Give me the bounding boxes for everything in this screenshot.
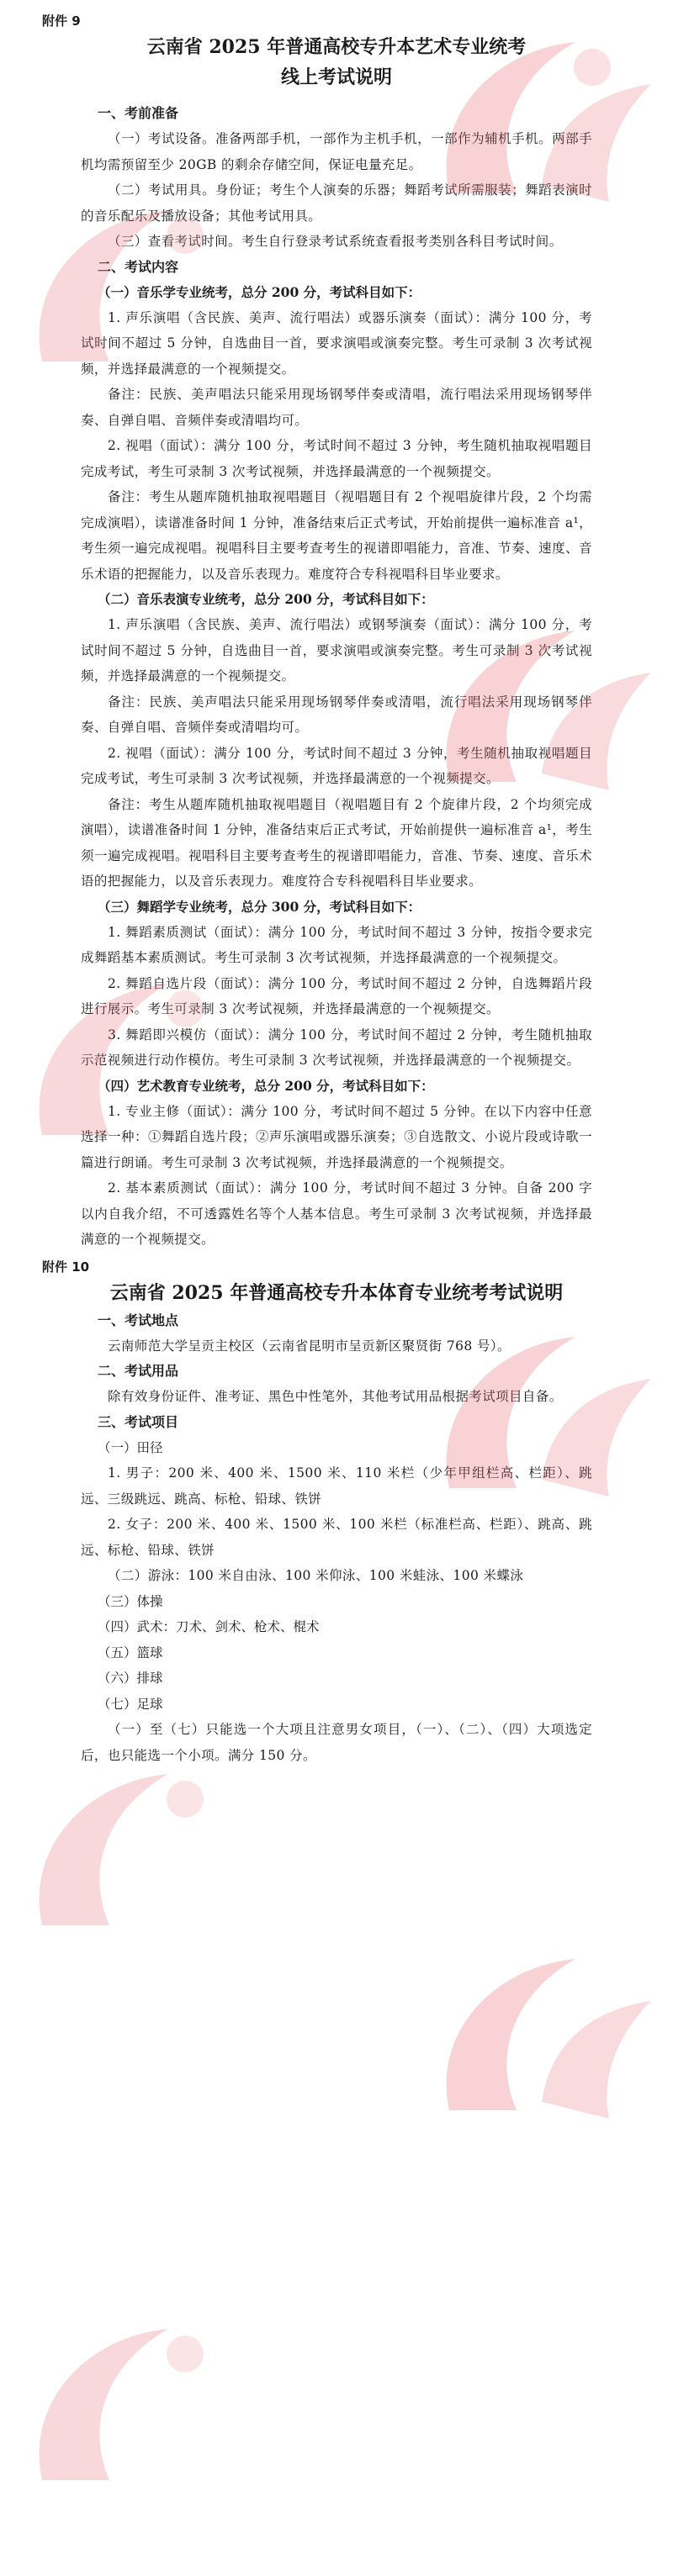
paragraph: 1. 舞蹈素质测试（面试）：满分 100 分，考试时间不超过 3 分钟，按指令要求完成舞蹈基本素质测试。考生可录制 3 次考试视频，并选择最满意的一个视频提交。 — [81, 924, 592, 965]
section-heading: 二、考试用品 — [98, 1363, 179, 1379]
doc-title: 云南省 2025 年普通高校专升本体育专业统考考试说明 — [109, 1281, 564, 1304]
list-item: （六）排球 — [98, 1671, 163, 1686]
paragraph: 2. 视唱（面试）：满分 100 分，考试时间不超过 3 分钟，考生随机抽取视唱题目完成考试，考生可录制 3 次考试视频，并选择最满意的一个视频提交。 — [81, 745, 592, 786]
paragraph: 2. 视唱（面试）：满分 100 分，考试时间不超过 3 分钟，考生随机抽取视唱题目完成考试，考生可录制 3 次考试视频，并选择最满意的一个视频提交。 — [81, 438, 592, 479]
attachment-label: 附件 10 — [42, 1259, 90, 1275]
watermark-logo-icon — [8, 1749, 261, 1959]
list-item: （三）体操 — [98, 1593, 163, 1609]
subsection-heading: （二）音乐表演专业统考，总分 200 分，考试科目如下： — [98, 591, 434, 607]
doc-title: 云南省 2025 年普通高校专升本艺术专业统考 — [146, 36, 527, 58]
paragraph: （二）游泳：100 米自由泳、100 米仰泳、100 米蛙泳、100 米蝶泳 — [108, 1568, 524, 1583]
paragraph: （三）查看考试时间。考生自行登录考试系统查看报考类别各科目考试时间。 — [108, 234, 563, 249]
paragraph: 备注：考生从题库随机抽取视唱题目（视唱题目有 2 个旋律片段，2 个均须完成演唱），读谱准备时间 1 分钟，准备结束后正式考试，开始前提供一遍标准音 a¹，考生须一遍完成视唱。视唱科目主要考查考生的视谱即唱能力，音准、节奏、速度、音乐术语的把握能力，以及音乐表现力。难度符合专科视唱科目毕业要求。 — [81, 796, 592, 889]
paragraph: 1. 专业主修（面试）：满分 100 分，考试时间不超过 5 分钟。在以下内容中任意选择一种：①舞蹈自选片段；②声乐演唱或器乐演奏；③自选散文、小说片段或诗歌一篇进行朗诵。考生可录制 3 次考试视频，并选择最满意的一个视频提交。 — [81, 1103, 592, 1170]
attachment-label: 附件 9 — [42, 13, 81, 29]
paragraph: 2. 女子：200 米、400 米、1500 米、100 米栏（标准栏高、栏距）、跳高、跳远、标枪、铅球、铁饼 — [81, 1517, 592, 1558]
list-item: （一）田径 — [98, 1439, 163, 1455]
section-heading: 三、考试项目 — [98, 1413, 179, 1430]
paragraph: 云南师范大学呈贡主校区（云南省昆明市呈贡新区聚贤街 768 号）。 — [108, 1338, 511, 1354]
watermark-logo-icon — [416, 1934, 668, 2144]
paragraph: 1. 声乐演唱（含民族、美声、流行唱法）或钢琴演奏（面试）：满分 100 分，考试时间不超过 5 分钟，自选曲目一首，要求演唱或演奏完整。考生可录制 3 次考试视频，并选择最满意的一个视频提交。 — [81, 617, 592, 684]
section-heading: 一、考前准备 — [98, 105, 179, 121]
paragraph: 备注：民族、美声唱法只能采用现场钢琴伴奏或清唱，流行唱法采用现场钢琴伴奏、自弹自唱、音频伴奏或清唱均可。 — [81, 694, 592, 735]
paragraph: 2. 舞蹈自选片段（面试）：满分 100 分，考试时间不超过 2 分钟，自选舞蹈片段进行展示。考生可录制 3 次考试视频，并选择最满意的一个视频提交。 — [81, 975, 592, 1016]
list-item: （七）足球 — [98, 1696, 163, 1712]
list-item: （五）篮球 — [98, 1644, 163, 1660]
subsection-heading: （四）艺术教育专业统考，总分 200 分，考试科目如下： — [98, 1077, 434, 1094]
paragraph: 3. 舞蹈即兴模仿（面试）：满分 100 分，考试时间不超过 2 分钟，考生随机抽取示范视频进行动作模仿。考生可录制 3 次考试视频，并选择最满意的一个视频提交。 — [81, 1027, 592, 1068]
doc-subtitle: 线上考试说明 — [280, 66, 392, 88]
paragraph: （二）考试用具。身份证；考生个人演奏的乐器；舞蹈考试所需服装；舞蹈表演时的音乐配乐及播放设备；其他考试用具。 — [81, 182, 592, 224]
section-heading: 二、考试内容 — [98, 258, 179, 275]
paragraph: 备注：民族、美声唱法只能采用现场钢琴伴奏或清唱，流行唱法采用现场钢琴伴奏、自弹自唱、音频伴奏或清唱均可。 — [81, 387, 592, 428]
paragraph: 2. 基本素质测试（面试）：满分 100 分，考试时间不超过 3 分钟。自备 200 字以内自我介绍，不可透露姓名等个人基本信息。考生可录制 3 次考试视频，并选择最满意的一个视频提交。 — [81, 1180, 592, 1247]
subsection-heading: （三）舞蹈学专业统考，总分 300 分，考试科目如下： — [98, 898, 421, 915]
list-item: （四）武术：刀术、剑术、枪术、棍术 — [98, 1619, 320, 1634]
section-heading: 一、考试地点 — [98, 1312, 179, 1328]
paragraph: （一）考试设备。准备两部手机，一部作为主机手机，一部作为辅机手机。两部手机均需预留至少 20GB 的剩余存储空间，保证电量充足。 — [81, 131, 592, 172]
paragraph: 除有效身份证件、准考证、黑色中性笔外，其他考试用品根据考试项目自备。 — [108, 1389, 563, 1404]
subsection-heading: （一）音乐学专业统考，总分 200 分，考试科目如下： — [98, 283, 421, 300]
paragraph: 1. 男子：200 米、400 米、1500 米、110 米栏（少年甲组栏高、栏距）、跳远、三级跳远、跳高、标枪、铅球、铁饼 — [81, 1465, 592, 1507]
paragraph: 备注：考生从题库随机抽取视唱题目（视唱题目有 2 个视唱旋律片段，2 个均需完成演唱），读谱准备时间 1 分钟，准备结束后正式考试，开始前提供一遍标准音 a¹，考生须一遍完成视唱。视唱科目主要考查考生的视谱即唱能力，音准、节奏、速度、音乐术语的把握能力，以及音乐表现力。难度符合专科视唱科目毕业要求。 — [81, 489, 592, 582]
paragraph: （一）至（七）只能选一个大项且注意男女项目，（一）、（二）、（四）大项选定后，也只能选一个小项。满分 150 分。 — [81, 1722, 592, 1763]
paragraph: 1. 声乐演唱（含民族、美声、流行唱法）或器乐演奏（面试）：满分 100 分，考试时间不超过 5 分钟，自选曲目一首，要求演唱或演奏完整。考生可录制 3 次考试视频，并选择最满意的一个视频提交。 — [81, 309, 592, 377]
watermark-logo-icon — [8, 2304, 261, 2514]
